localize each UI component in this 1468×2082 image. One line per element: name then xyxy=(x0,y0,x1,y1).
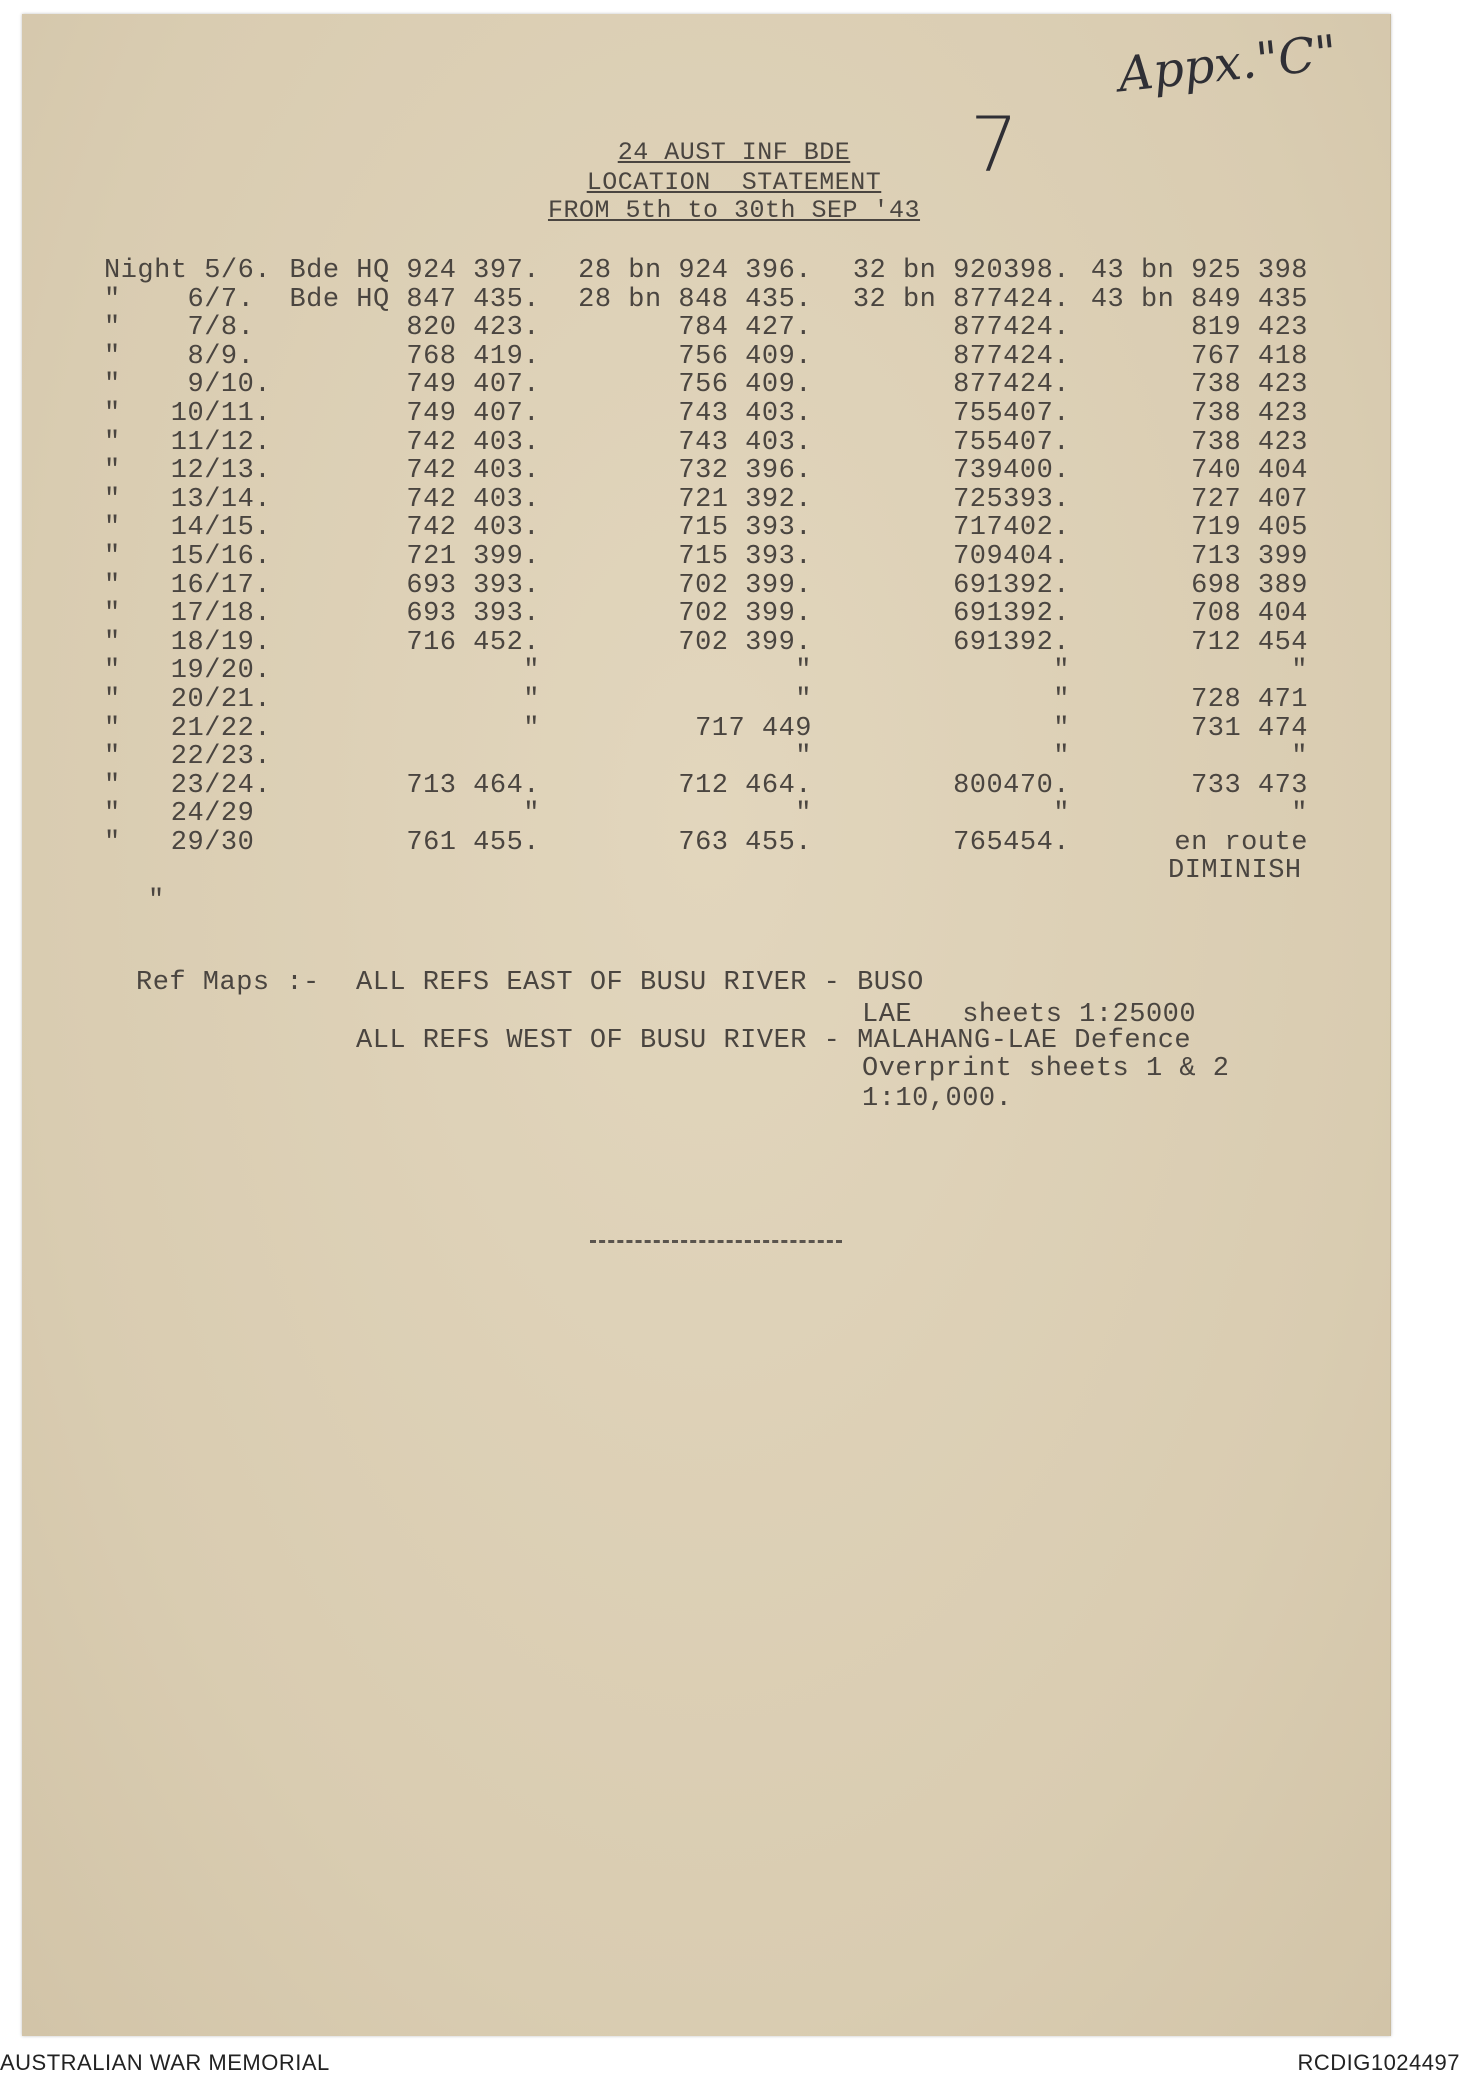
cell-bn32: 765454. xyxy=(953,828,1070,858)
cell-bn32: " xyxy=(1053,713,1070,744)
ref-west-scale: 1:10,000. xyxy=(862,1084,1013,1114)
cell-bn43: 43 bn 849 435 xyxy=(1090,284,1308,315)
cell-bn43: 731 474 xyxy=(1191,713,1308,744)
cell-night: " 23/24. xyxy=(104,770,272,801)
cell-bn32: 877424. xyxy=(953,313,1070,344)
cell-night: " 9/10. xyxy=(104,370,272,401)
ref-west: ALL REFS WEST OF BUSU RIVER - MALAHANG-LAE Defence xyxy=(356,1026,1192,1056)
cell-bn28: 732 396. xyxy=(678,456,812,487)
cell-bn28: 712 464. xyxy=(678,770,812,801)
cell-night: " 13/14. xyxy=(104,484,272,515)
cell-bn28: 702 399. xyxy=(678,599,812,630)
cell-bn43: 733 473 xyxy=(1191,770,1308,801)
cell-bde: 820 423. xyxy=(406,313,540,344)
cell-bn43: 708 404 xyxy=(1191,599,1308,630)
cell-night: " 7/8. xyxy=(104,313,255,344)
cell-bn28: 715 393. xyxy=(678,513,812,544)
cell-bn43: 738 423 xyxy=(1191,427,1308,458)
cell-bn32: 800470. xyxy=(953,770,1070,801)
cell-bn28: 763 455. xyxy=(678,828,812,858)
cell-bn43: 712 454 xyxy=(1191,627,1308,658)
cell-bn28: 756 409. xyxy=(678,370,812,401)
cell-night: " 14/15. xyxy=(104,513,272,544)
cell-bn28: 715 393. xyxy=(678,542,812,572)
cell-bde: 742 403. xyxy=(406,427,540,458)
title-line-1: 24 AUST INF BDE xyxy=(617,138,851,167)
title-line-3: FROM 5th to 30th SEP '43 xyxy=(547,196,921,225)
cell-bde: 693 393. xyxy=(406,570,540,601)
cell-bn43: 740 404 xyxy=(1191,456,1308,487)
cell-bde: 768 419. xyxy=(406,341,540,372)
cell-bn43: 767 418 xyxy=(1191,341,1308,372)
cell-bn43: en route xyxy=(1174,828,1308,858)
cell-bde: 742 403. xyxy=(406,456,540,487)
cell-bn43: 719 405 xyxy=(1191,513,1308,544)
cell-bde: 716 452. xyxy=(406,627,540,658)
closing-rule xyxy=(590,1240,842,1243)
cell-bn28: " xyxy=(795,685,812,715)
cell-bn43: 738 423 xyxy=(1191,399,1308,429)
cell-bn43: 727 407 xyxy=(1191,484,1308,515)
ref-east-sheets: LAE sheets 1:25000 xyxy=(862,1000,1197,1030)
cell-bn32: 755407. xyxy=(953,427,1070,458)
cell-bde: " xyxy=(523,713,540,744)
cell-bn28: 743 403. xyxy=(678,399,812,429)
footer-right: RCDIG1024497 xyxy=(1297,2050,1460,2075)
cell-night: " 16/17. xyxy=(104,570,272,601)
cell-bn43: " xyxy=(1291,799,1308,830)
cell-bn28: " xyxy=(795,799,812,830)
cell-bn32: 877424. xyxy=(953,341,1070,372)
cell-bn32: 717402. xyxy=(953,513,1070,544)
stray-ditto: " xyxy=(148,886,165,916)
cell-bn32: 691392. xyxy=(953,599,1070,630)
cell-bn28: 702 399. xyxy=(678,570,812,601)
cell-bde: 742 403. xyxy=(406,513,540,544)
cell-bn28: 717 449 xyxy=(695,713,812,744)
cell-bn32: 691392. xyxy=(953,627,1070,658)
cell-bn43: 698 389 xyxy=(1191,570,1308,601)
cell-night: " 6/7. xyxy=(104,284,255,315)
cell-bn43: 738 423 xyxy=(1191,370,1308,401)
cell-night: " 24/29 xyxy=(104,799,255,830)
cell-bde: Bde HQ 847 435. xyxy=(289,284,540,315)
ref-east: ALL REFS EAST OF BUSU RIVER - BUSO xyxy=(356,968,924,998)
cell-bn32: 691392. xyxy=(953,570,1070,601)
footer-left: AUSTRALIAN WAR MEMORIAL xyxy=(0,2050,330,2075)
cell-bn28: 721 392. xyxy=(678,484,812,515)
cell-bn43: " xyxy=(1291,742,1308,773)
diminish-label: DIMINISH xyxy=(1168,856,1302,886)
cell-bde: 749 407. xyxy=(406,399,540,429)
cell-night: Night 5/6. xyxy=(104,256,272,286)
cell-bn28: 784 427. xyxy=(678,313,812,344)
cell-bn28: 28 bn 848 435. xyxy=(578,284,812,315)
cell-night: " 11/12. xyxy=(104,427,272,458)
cell-bde: " xyxy=(523,685,540,715)
ref-west-overprint: Overprint sheets 1 & 2 xyxy=(862,1054,1230,1084)
cell-bn32: " xyxy=(1053,799,1070,830)
cell-bn43: " xyxy=(1291,656,1308,687)
cell-bn32: " xyxy=(1053,742,1070,773)
cell-bn28: 28 bn 924 396. xyxy=(578,256,812,286)
cell-bn32: 709404. xyxy=(953,542,1070,572)
cell-bn32: 755407. xyxy=(953,399,1070,429)
cell-bde: 721 399. xyxy=(406,542,540,572)
ref-maps-label: Ref Maps :- xyxy=(136,968,320,998)
cell-bde: 749 407. xyxy=(406,370,540,401)
cell-bde: 693 393. xyxy=(406,599,540,630)
cell-bn28: 743 403. xyxy=(678,427,812,458)
cell-bn28: " xyxy=(795,742,812,773)
cell-bn32: 877424. xyxy=(953,370,1070,401)
cell-bn43: 43 bn 925 398 xyxy=(1090,256,1308,286)
cell-night: " 18/19. xyxy=(104,627,272,658)
cell-night: " 8/9. xyxy=(104,341,255,372)
cell-bn32: 739400. xyxy=(953,456,1070,487)
cell-night: " 17/18. xyxy=(104,599,272,630)
cell-bn43: 713 399 xyxy=(1191,542,1308,572)
cell-bde: 761 455. xyxy=(406,828,540,858)
cell-bn28: 756 409. xyxy=(678,341,812,372)
cell-night: " 12/13. xyxy=(104,456,272,487)
cell-night: " 22/23. xyxy=(104,742,272,773)
cell-bn32: 32 bn 877424. xyxy=(852,284,1070,315)
cell-bn32: 725393. xyxy=(953,484,1070,515)
cell-bn43: 728 471 xyxy=(1191,685,1308,715)
page-number: 7 xyxy=(970,100,1019,189)
cell-bde: " xyxy=(523,799,540,830)
cell-night: " 20/21. xyxy=(104,685,272,715)
appendix-annotation: Appx."C" xyxy=(1115,24,1340,104)
cell-bde: " xyxy=(523,656,540,687)
cell-bde: Bde HQ 924 397. xyxy=(289,256,540,286)
cell-bn32: " xyxy=(1053,656,1070,687)
cell-bn28: " xyxy=(795,656,812,687)
cell-night: " 15/16. xyxy=(104,542,272,572)
cell-bde: 742 403. xyxy=(406,484,540,515)
cell-night: " 19/20. xyxy=(104,656,272,687)
cell-night: " 10/11. xyxy=(104,399,272,429)
title-line-2: LOCATION STATEMENT xyxy=(586,168,882,197)
cell-bn32: " xyxy=(1053,685,1070,715)
cell-night: " 29/30 xyxy=(104,828,255,858)
cell-bn32: 32 bn 920398. xyxy=(852,256,1070,286)
cell-night: " 21/22. xyxy=(104,713,272,744)
cell-bn28: 702 399. xyxy=(678,627,812,658)
cell-bde: 713 464. xyxy=(406,770,540,801)
cell-bn43: 819 423 xyxy=(1191,313,1308,344)
